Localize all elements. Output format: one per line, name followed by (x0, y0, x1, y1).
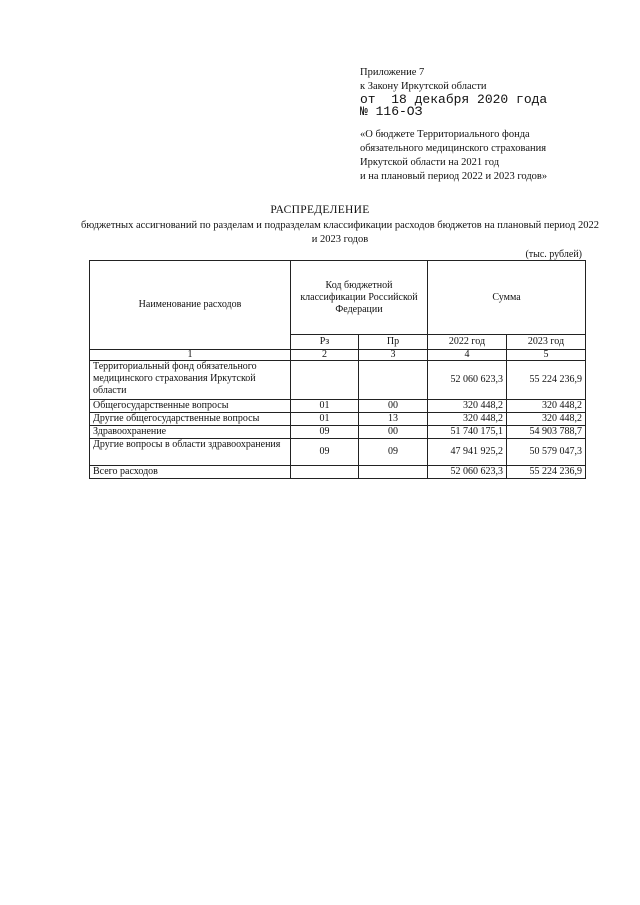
law-title-line-1: «О бюджете Территориального фонда (360, 129, 530, 140)
column-number-row (90, 350, 586, 361)
amount-2022: 52 060 623,3 (428, 361, 507, 400)
table-row (90, 400, 586, 413)
amount-2022: 320 448,2 (428, 413, 507, 426)
expense-name: Всего расходов (90, 466, 291, 479)
subsection-code: 00 (359, 426, 428, 439)
header-sum: Сумма (428, 261, 586, 335)
section-code: 09 (291, 439, 359, 466)
table-row (90, 426, 586, 439)
amount-2023: 55 224 236,9 (507, 361, 586, 400)
section-code: 01 (291, 413, 359, 426)
law-number: № 116-ОЗ (360, 104, 423, 119)
budget-table (89, 260, 586, 479)
expense-name: Здравоохранение (90, 426, 291, 439)
law-title-line-2: обязательного медицинского страхования (360, 143, 547, 154)
amount-2023: 50 579 047,3 (507, 439, 586, 466)
header-classification-code: Код бюджетной классификации Российской Федерации (291, 261, 428, 335)
amount-2023: 320 448,2 (507, 400, 586, 413)
subsection-code: 13 (359, 413, 428, 426)
appendix-label: Приложение 7 (360, 67, 425, 78)
law-date: от 18 декабря 2020 года (360, 92, 548, 107)
header-year-2022: 2022 год (428, 335, 507, 350)
subsection-code: 09 (359, 439, 428, 466)
amount-2023: 55 224 236,9 (507, 466, 586, 479)
column-number: 3 (359, 350, 428, 361)
column-number: 5 (507, 350, 586, 361)
amount-2022: 51 740 175,1 (428, 426, 507, 439)
header-section: Рз (291, 335, 359, 350)
header-subsection: Пр (359, 335, 428, 350)
document-subtitle: бюджетных ассигнований по разделам и подразделам классификации расходов бюджетов на плановый период 2022 и 2023 годов (81, 220, 599, 245)
expense-name: Другие общегосударственные вопросы (90, 413, 291, 426)
amount-2022: 320 448,2 (428, 400, 507, 413)
amount-2022: 52 060 623,3 (428, 466, 507, 479)
subsection-code (359, 466, 428, 479)
subsection-code (359, 361, 428, 400)
amount-2023: 320 448,2 (507, 413, 586, 426)
header-year-2023: 2023 год (507, 335, 586, 350)
subsection-code: 00 (359, 400, 428, 413)
table-row (90, 361, 586, 400)
column-number: 2 (291, 350, 359, 361)
section-code: 01 (291, 400, 359, 413)
appendix-law-reference: к Закону Иркутской области (360, 81, 487, 92)
expense-name: Территориальный фонд обязательного медицинского страхования Иркутской области (90, 361, 291, 400)
law-title-line-3: Иркутской области на 2021 год (360, 157, 500, 168)
amount-2023: 54 903 788,7 (507, 426, 586, 439)
section-code (291, 361, 359, 400)
column-number: 1 (90, 350, 291, 361)
amount-2022: 47 941 925,2 (428, 439, 507, 466)
table-row (90, 439, 586, 466)
header-expense-name: Наименование расходов (90, 261, 291, 350)
expense-name: Другие вопросы в области здравоохранения (90, 439, 291, 466)
section-code: 09 (291, 426, 359, 439)
expense-name: Общегосударственные вопросы (90, 400, 291, 413)
table-row-total (90, 466, 586, 479)
table-row (90, 413, 586, 426)
law-title-line-4: и на плановый период 2022 и 2023 годов» (360, 171, 548, 182)
section-code (291, 466, 359, 479)
column-number: 4 (428, 350, 507, 361)
units-label: (тыс. рублей) (525, 249, 582, 260)
document-title: РАСПРЕДЕЛЕНИЕ (270, 204, 370, 216)
appendix-block (360, 66, 610, 184)
